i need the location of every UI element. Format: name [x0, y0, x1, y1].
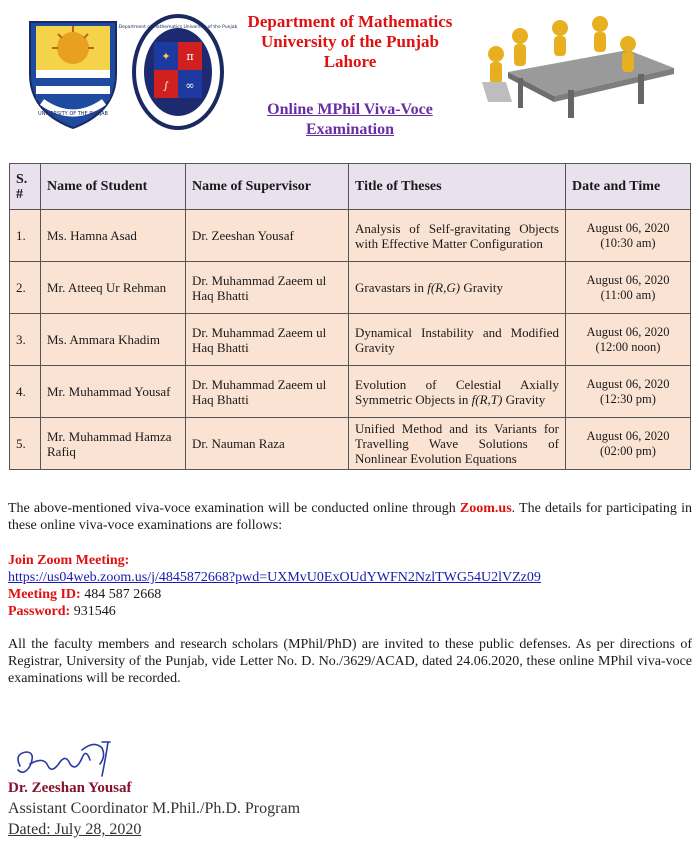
thesis-title: Unified Method and its Variants for Travelling Wave Solutions of Nonlinear Evolution Equations: [349, 418, 566, 470]
table-row: [10, 262, 691, 314]
university-crest-logo: [22, 12, 124, 132]
supervisor-name: Dr. Muhammad Zaeem ul Haq Bhatti: [186, 262, 349, 314]
table-row: [10, 210, 691, 262]
student-name: Mr. Muhammad Yousaf: [41, 366, 186, 418]
thesis-title: Dynamical Instability and Modified Gravity: [349, 314, 566, 366]
student-name: Ms. Ammara Khadim: [41, 314, 186, 366]
intro-paragraph: The above-mentioned viva-voce examination will be conducted online through Zoom.us. The details for participating in these online viva-voce examinations are follows:: [8, 501, 692, 533]
supervisor-name: Dr. Nauman Raza: [186, 418, 349, 470]
join-zoom-label: Join Zoom Meeting:: [8, 553, 130, 568]
column-header-date-time: Date and Time: [566, 164, 691, 210]
column-header-serial: S. #: [10, 164, 41, 210]
department-title: [230, 12, 470, 72]
math-logo-text: Department of Mathematics University of the Punjab: [118, 25, 238, 30]
document-subtitle: Online MPhil Viva-Voce Examination: [267, 101, 433, 138]
supervisor-name: Dr. Muhammad Zaeem ul Haq Bhatti: [186, 366, 349, 418]
meeting-id-line: Meeting ID: 484 587 2668: [8, 587, 162, 602]
department-name: Department of Mathematics: [247, 12, 453, 31]
supervisor-name: Dr. Muhammad Zaeem ul Haq Bhatti: [186, 314, 349, 366]
date-time: August 06, 2020 (12:30 pm): [566, 366, 691, 418]
university-name: University of the Punjab: [260, 32, 440, 51]
date-time: August 06, 2020 (12:00 noon): [566, 314, 691, 366]
serial-number: 3.: [10, 314, 41, 366]
zoom-meeting-link[interactable]: https://us04web.zoom.us/j/4845872668?pwd=UXMvU0ExOUdYWFN2NzlTWG54U2lVZz09: [8, 570, 541, 585]
date-time: August 06, 2020 (10:30 am): [566, 210, 691, 262]
signatory-role: Assistant Coordinator M.Phil./Ph.D. Program: [8, 800, 301, 817]
svg-text:∫: ∫: [163, 81, 169, 92]
city-name: Lahore: [323, 52, 377, 71]
svg-text:✦: ✦: [161, 50, 171, 63]
table-header-row: [10, 164, 691, 210]
svg-text:π: π: [186, 50, 194, 63]
date-time: August 06, 2020 (11:00 am): [566, 262, 691, 314]
pu-logo-text: UNIVERSITY OF THE PUNJAB: [38, 111, 108, 117]
viva-schedule-table: [9, 163, 691, 470]
signatory-date: Dated: July 28, 2020: [8, 821, 142, 838]
student-name: Ms. Hamna Asad: [41, 210, 186, 262]
thesis-title: Gravastars in f(R,G) Gravity: [349, 262, 566, 314]
notice-paragraph: All the faculty members and research scholars (MPhil/PhD) are invited to these public defenses. As per directions of Registrar, University of the Punjab, vide Letter No. D. No./3629/ACAD, dated 24.06.2020, these online MPhil viva-voce examinations will be recorded.: [8, 637, 692, 686]
column-header-thesis: Title of Theses: [349, 164, 566, 210]
handwritten-signature: [10, 736, 130, 782]
svg-text:∞: ∞: [185, 79, 195, 92]
column-header-student: Name of Student: [41, 164, 186, 210]
serial-number: 1.: [10, 210, 41, 262]
student-name: Mr. Atteeq Ur Rehman: [41, 262, 186, 314]
supervisor-name: Dr. Zeeshan Yousaf: [186, 210, 349, 262]
thesis-title: Analysis of Self-gravitating Objects with Effective Matter Configuration: [349, 210, 566, 262]
zoom-platform-name: Zoom.us: [459, 501, 512, 516]
meeting-id-value: 484 587 2668: [84, 587, 162, 602]
table-row: [10, 418, 691, 470]
column-header-supervisor: Name of Supervisor: [186, 164, 349, 210]
zoom-details: [8, 552, 692, 620]
password-value: 931546: [73, 604, 116, 619]
meeting-illustration: [478, 10, 678, 122]
table-row: [10, 314, 691, 366]
student-name: Mr. Muhammad Hamza Rafiq: [41, 418, 186, 470]
department-emblem-logo: [118, 12, 238, 132]
thesis-title: Evolution of Celestial Axially Symmetric Objects in f(R,T) Gravity: [349, 366, 566, 418]
letterhead: [0, 0, 700, 150]
password-line: Password: 931546: [8, 604, 116, 619]
table-row: [10, 366, 691, 418]
date-time: August 06, 2020 (02:00 pm): [566, 418, 691, 470]
serial-number: 4.: [10, 366, 41, 418]
serial-number: 2.: [10, 262, 41, 314]
serial-number: 5.: [10, 418, 41, 470]
signatory-name: Dr. Zeeshan Yousaf: [8, 780, 132, 796]
